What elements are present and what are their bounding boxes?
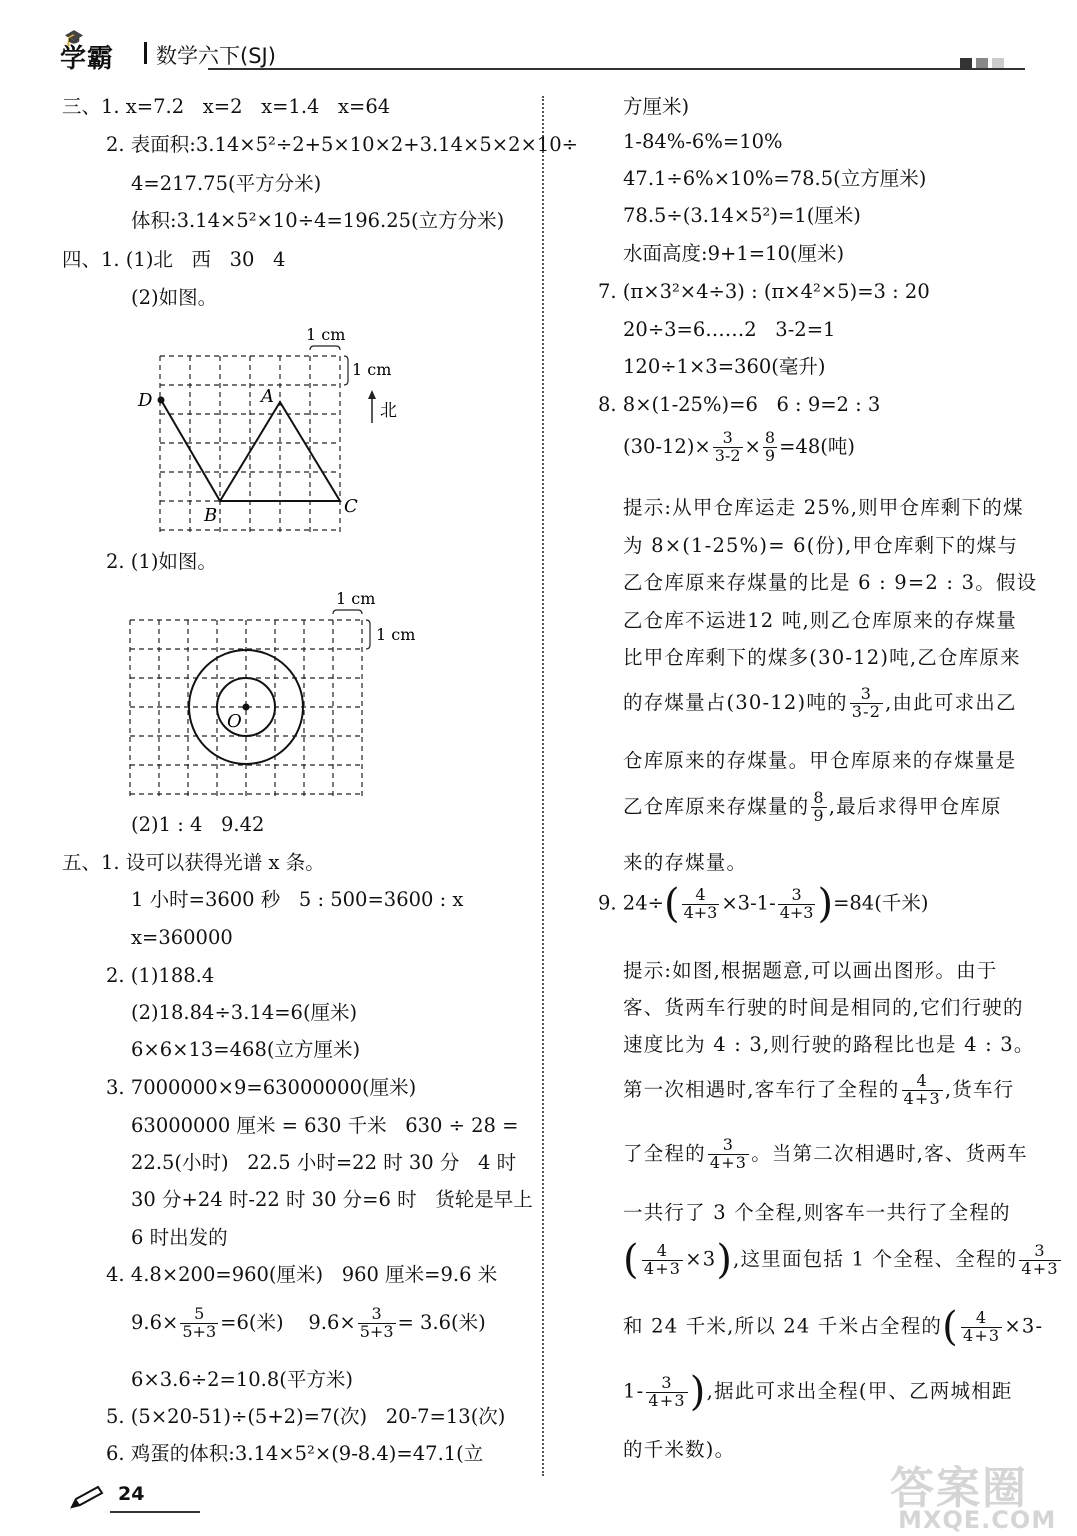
answer-6-d: 78.5÷(3.14×5²)=1(厘米) bbox=[623, 204, 861, 227]
answer-6-cont: 方厘米) bbox=[623, 95, 690, 118]
hint-9-5: 了全程的 $\frac{3}{4+3}$ 。当第二次相遇时,客、货两车 bbox=[623, 1135, 1028, 1172]
hint-8-6: 的存煤量占(30-12)吨的 $\frac{3}{3-2}$ ,由此可求出乙 bbox=[623, 684, 1017, 721]
answer-7-b: 20÷3=6……2 3-2=1 bbox=[623, 318, 836, 341]
page-number: 24 bbox=[118, 1483, 145, 1505]
hint-8-7: 仓库原来的存煤量。甲仓库原来的存煤量是 bbox=[623, 749, 1017, 772]
subject-title: 数学六下(SJ) bbox=[156, 44, 276, 68]
answer-3-2: 2. 表面积:3.14×5²÷2+5×10×2+3.14×5×2×10÷ bbox=[106, 133, 578, 156]
answer-6-e: 水面高度:9+1=10(厘米) bbox=[623, 242, 845, 265]
watermark bbox=[872, 1452, 1072, 1536]
answer-5-1: 五、1. 设可以获得光谱 x 条。 bbox=[62, 851, 325, 874]
answer-5-5: 5. (5×20-51)÷(5+2)=7(次) 20-7=13(次) bbox=[106, 1405, 506, 1428]
answer-8-b: (30-12)× $\frac{3}{3-2}$ × $\frac{8}{9}$ =48(吨) bbox=[623, 428, 855, 465]
fraction: $\frac{3}{3-2}$ bbox=[851, 684, 882, 721]
answer-5-6: 6. 鸡蛋的体积:3.14×5²×(9-8.4)=47.1(立 bbox=[106, 1442, 484, 1465]
answer-5-2-1: 2. (1)188.4 bbox=[106, 964, 215, 987]
fraction: $\frac{4}{4+3}$ bbox=[683, 884, 718, 922]
hint-9-4: 第一次相遇时,客车行了全程的 $\frac{4}{4+3}$ ,货车行 bbox=[623, 1071, 1015, 1108]
scale-label-vertical: 1 cm bbox=[376, 625, 416, 644]
grid-figure-circles bbox=[120, 584, 440, 804]
answer-4-2-2: (2)1 : 4 9.42 bbox=[131, 813, 265, 836]
answer-5-3-a: 63000000 厘米 = 630 千米 630 ÷ 28 = bbox=[131, 1114, 519, 1137]
hint-9-8: 和 24 千米,所以 24 千米占全程的( $\frac{4}{4+3}$ ×3- bbox=[623, 1304, 1044, 1350]
answer-5-4: 4. 4.8×200=960(厘米) 960 厘米=9.6 米 bbox=[106, 1263, 498, 1286]
page-footer bbox=[70, 1483, 145, 1517]
scale-label-vertical: 1 cm bbox=[352, 360, 392, 379]
hint-9-6: 一共行了 3 个全程,则客车一共行了全程的 bbox=[623, 1201, 1011, 1224]
center-point bbox=[243, 704, 250, 711]
hint-9-10: 的千米数)。 bbox=[623, 1438, 736, 1461]
hint-9-7: ( $\frac{4}{4+3}$ ×3),这里面包括 1 个全程、全程的 $\frac{3}{4+3}$ bbox=[623, 1237, 1059, 1283]
answer-5-1-a: 1 小时=3600 秒 5 : 500=3600 : x bbox=[131, 888, 464, 911]
answer-4-1-2: (2)如图。 bbox=[131, 286, 218, 309]
answer-6-c: 47.1÷6%×10%=78.5(立方厘米) bbox=[623, 167, 927, 190]
answer-5-3-b: 22.5(小时) 22.5 小时=22 时 30 分 4 时 bbox=[131, 1151, 517, 1174]
fraction: $\frac{8}{9}$ bbox=[764, 428, 776, 465]
hint-9-1: 提示:如图,根据题意,可以画出图形。由于 bbox=[623, 959, 998, 982]
scale-label-horizontal: 1 cm bbox=[306, 325, 346, 344]
header-square-mid bbox=[976, 58, 988, 68]
point-A: A bbox=[261, 386, 274, 407]
answer-3-2-cont: 4=217.75(平方分米) bbox=[131, 172, 322, 195]
header-divider bbox=[144, 42, 147, 64]
center-label-O: O bbox=[227, 711, 242, 732]
hint-8-9: 来的存煤量。 bbox=[623, 851, 748, 874]
page-header bbox=[60, 28, 1025, 78]
column-divider bbox=[542, 96, 544, 1476]
watermark-title: 答案圈 bbox=[890, 1463, 1028, 1514]
fraction: $\frac{4}{4+3}$ bbox=[903, 1071, 941, 1108]
answer-5-4-b: 6×3.6÷2=10.8(平方米) bbox=[131, 1368, 353, 1391]
answer-7-c: 120÷1×3=360(毫升) bbox=[623, 355, 826, 378]
grid-figure-triangle bbox=[130, 320, 430, 540]
fraction: $\frac{3}{5+3}$ bbox=[359, 1304, 394, 1341]
fraction: $\frac{3}{4+3}$ bbox=[779, 884, 814, 922]
footer-rule bbox=[110, 1511, 200, 1513]
fraction: $\frac{5}{5+3}$ bbox=[182, 1304, 217, 1341]
answer-6-b: 1-84%-6%=10% bbox=[623, 130, 783, 153]
hint-8-8: 乙仓库原来存煤量的 $\frac{8}{9}$ ,最后求得甲仓库原 bbox=[623, 788, 1002, 825]
fraction: $\frac{3}{4+3}$ bbox=[1021, 1240, 1059, 1278]
header-rule bbox=[208, 68, 1025, 70]
fraction: $\frac{8}{9}$ bbox=[813, 788, 825, 825]
fraction: $\frac{4}{4+3}$ bbox=[643, 1240, 682, 1278]
fraction: $\frac{3}{4+3}$ bbox=[648, 1372, 686, 1410]
answer-5-3-d: 6 时出发的 bbox=[131, 1226, 228, 1249]
answer-5-1-b: x=360000 bbox=[131, 926, 233, 949]
answer-4-2-1: 2. (1)如图。 bbox=[106, 550, 217, 573]
watermark-url: MXQE.COM bbox=[898, 1506, 1057, 1534]
answer-4-1: 四、1. (1)北 西 30 4 bbox=[62, 248, 286, 271]
hint-9-9: 1- $\frac{3}{4+3}$ ),据此可求出全程(甲、乙两城相距 bbox=[623, 1369, 1013, 1415]
answer-8: 8. 8×(1-25%)=6 6 : 9=2 : 3 bbox=[598, 393, 881, 416]
answer-3-2-volume: 体积:3.14×5²×10÷4=196.25(立方分米) bbox=[131, 209, 505, 232]
hint-8-3: 乙仓库原来存煤量的比是 6 : 9=2 : 3。假设 bbox=[623, 571, 1038, 594]
fraction: $\frac{3}{3-2}$ bbox=[714, 428, 741, 465]
hint-8-5: 比甲仓库剩下的煤多(30-12)吨,乙仓库原来 bbox=[623, 646, 1021, 669]
point-D: D bbox=[138, 390, 153, 411]
answer-5-2-3: 6×6×13=468(立方厘米) bbox=[131, 1038, 361, 1061]
hint-8-4: 乙仓库不运进12 吨,则乙仓库原来的存煤量 bbox=[623, 609, 1017, 632]
hint-9-2: 客、货两车行驶的时间是相同的,它们行驶的 bbox=[623, 996, 1024, 1019]
point-B: B bbox=[204, 505, 218, 526]
graduation-cap-icon: 🎓 bbox=[64, 28, 85, 47]
scale-label-horizontal: 1 cm bbox=[336, 589, 376, 608]
header-square-dark bbox=[960, 58, 972, 68]
answer-5-3: 3. 7000000×9=63000000(厘米) bbox=[106, 1076, 417, 1099]
point-C: C bbox=[344, 496, 358, 517]
fraction: $\frac{4}{4+3}$ bbox=[962, 1307, 1001, 1345]
answer-5-3-c: 30 分+24 时-22 时 30 分=6 时 货轮是早上 bbox=[131, 1188, 533, 1211]
answer-9: 9. 24÷( $\frac{4}{4+3}$ ×3-1- $\frac{3}{4+3}$ )=84(千米) bbox=[598, 881, 929, 927]
hint-8-2: 为 8×(1-25%)= 6(份),甲仓库剩下的煤与 bbox=[623, 534, 1019, 557]
hint-8-1: 提示:从甲仓库运走 25%,则甲仓库剩下的煤 bbox=[623, 496, 1024, 519]
answer-3-1: 三、1. x=7.2 x=2 x=1.4 x=64 bbox=[62, 95, 391, 118]
header-square-light bbox=[992, 58, 1004, 68]
hint-9-3: 速度比为 4 : 3,则行驶的路程比也是 4 : 3。 bbox=[623, 1033, 1035, 1056]
logo: 🎓 学霸 bbox=[60, 28, 115, 74]
fraction: $\frac{3}{4+3}$ bbox=[709, 1135, 748, 1172]
pencil-icon bbox=[70, 1483, 106, 1513]
answer-5-2-2: (2)18.84÷3.14=6(厘米) bbox=[131, 1001, 358, 1024]
answer-7: 7. (π×3²×4÷3) : (π×4²×5)=3 : 20 bbox=[598, 280, 930, 303]
north-label: 北 bbox=[380, 401, 397, 421]
answer-5-4-a: 9.6× $\frac{5}{5+3}$ =6(米) 9.6× $\frac{3}{5+3}$ = 3.6(米) bbox=[131, 1304, 486, 1341]
